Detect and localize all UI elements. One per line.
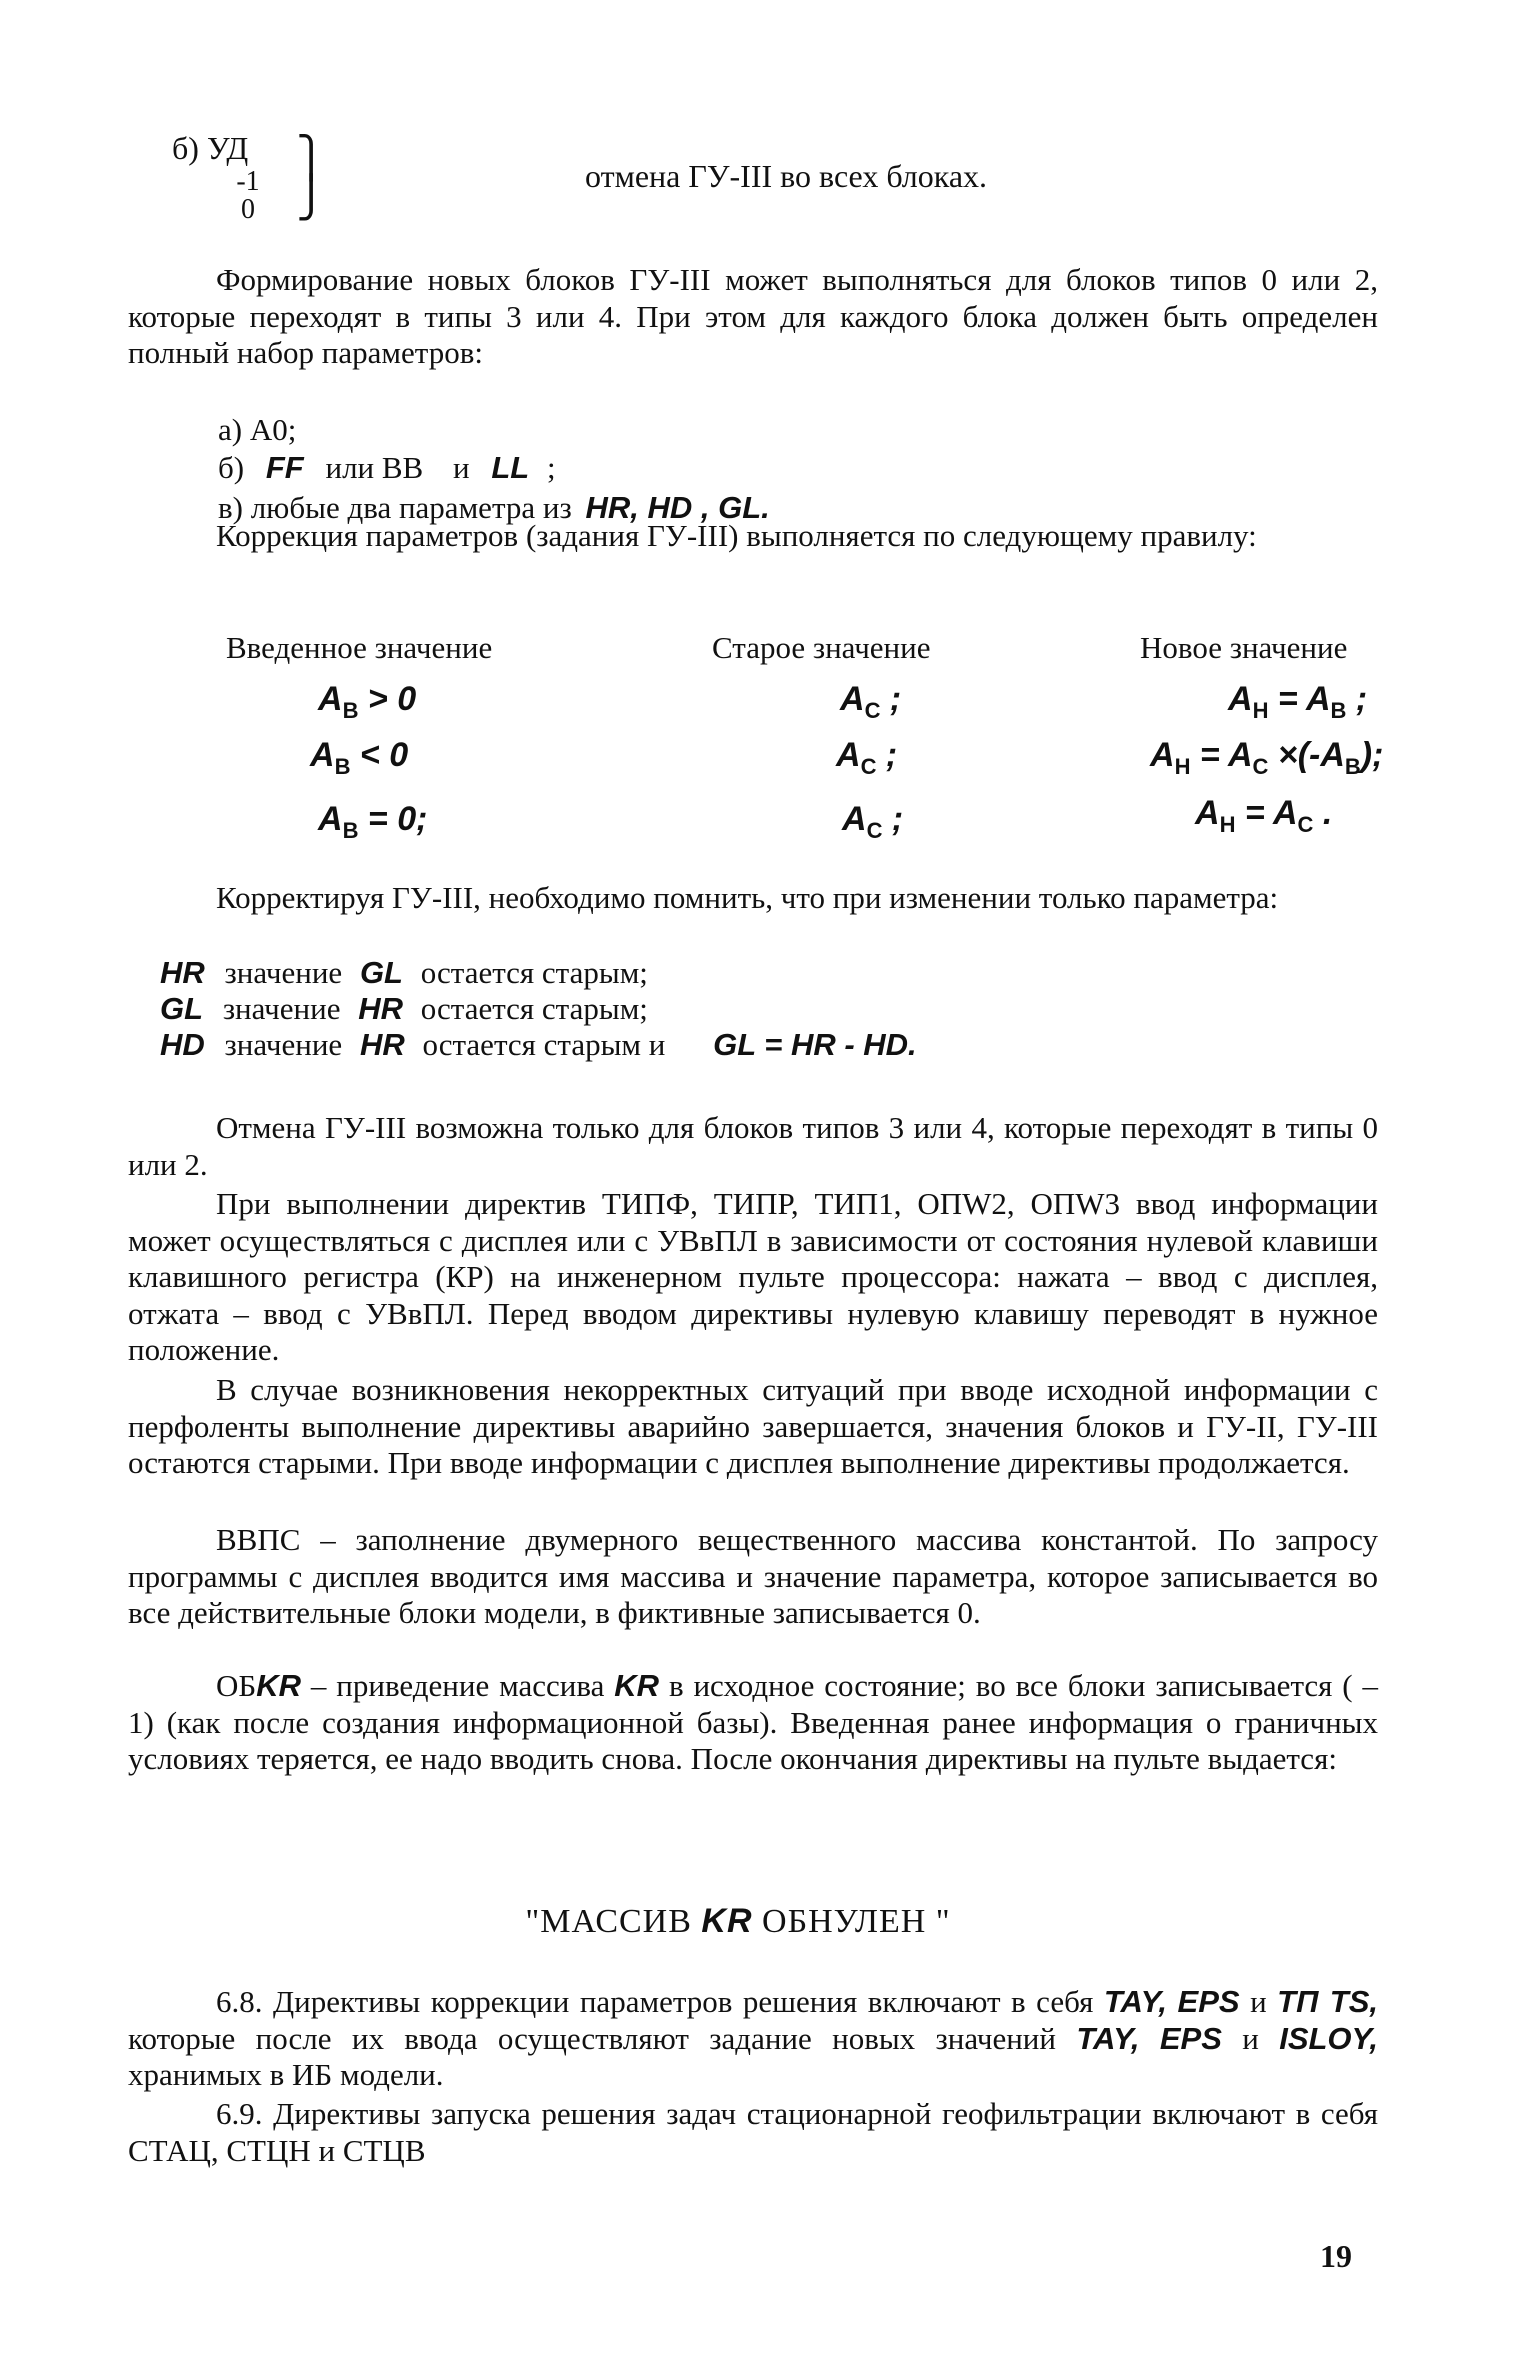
p68-t1: 6.8. Директивы коррекции параметров решения включают в себя	[216, 1984, 1104, 2019]
param-b-ll: LL	[491, 450, 530, 485]
header-label-b: б) УД	[172, 130, 249, 166]
p68-t4: и	[1221, 2020, 1280, 2056]
rule-param: GL	[160, 991, 204, 1026]
param-b-prefix: б)	[218, 450, 245, 485]
paragraph-6-9: 6.9. Директивы запуска решения задач стационарной геофильтрации включают в себя СТАЦ, СТЦН и СТЦВ	[128, 2096, 1378, 2168]
message-open: "МАССИВ	[525, 1903, 702, 1940]
rule-other: HR	[359, 1027, 405, 1062]
param-b-and: и	[453, 450, 470, 485]
rule-text1: значение	[224, 1027, 343, 1062]
rule-item	[160, 991, 1360, 1027]
table-row-1-new: $A_H = A_B$ ;	[1228, 680, 1368, 723]
rule-extra: GL = HR - HD.	[713, 1027, 917, 1062]
table-header-input: Введенное значение	[226, 630, 493, 665]
header-subscript	[236, 168, 260, 224]
p68-tay: TAY,	[1103, 1984, 1168, 2019]
message-close: ОБНУЛЕН "	[752, 1903, 951, 1940]
p68-eps: EPS	[1177, 1984, 1240, 2019]
header-brace: ⎫ ⎭	[296, 135, 326, 221]
rule-param: HD	[160, 1027, 205, 1062]
rule-param: HR	[160, 955, 205, 990]
header-cancel-text: отмена ГУ-III во всех блоках.	[585, 158, 988, 194]
paragraph-vvps: ВВПС – заполнение двумерного вещественного массива константой. По запросу программы с дисплея вводится имя массива и значение параметра, которое записывается во все действительные блоки модели, в фиктивные записывается 0.	[128, 1522, 1378, 1630]
rule-other: HR	[358, 991, 403, 1026]
paragraph-6-8	[128, 1984, 1378, 2094]
page-number: 19	[1320, 2238, 1352, 2274]
p68-eps2: EPS	[1159, 2020, 1222, 2056]
obkr-lead: ОБ	[216, 1668, 257, 1703]
table-row-3-input: $A_B = 0$;	[318, 800, 428, 843]
obkr-kr: KR	[614, 1668, 660, 1703]
table-row-2-input: $A_B < 0$	[310, 736, 409, 779]
table-row-1-old: $A_C$ ;	[840, 680, 902, 723]
table-row-2-old: $A_C$ ;	[836, 736, 898, 779]
param-b-mid: или BB	[325, 450, 424, 485]
rule-list	[160, 955, 1360, 1063]
message-kr: KR	[701, 1902, 753, 1940]
obkr-text1: – приведение массива	[300, 1668, 615, 1703]
obkr-text2: в исходное состояние; во все блоки записывается ( – 1) (как после создания информационной базы). Введенная ранее информация о граничных условиях теряется, ее надо вводить снова. После окончания директивы на пульте выдается:	[128, 1668, 1378, 1776]
param-c-prefix: в) любые два параметра из	[218, 490, 572, 525]
param-c-params: HR, HD , GL.	[585, 490, 770, 525]
table-header-old: Старое значение	[712, 630, 931, 665]
rule-item	[160, 955, 1360, 991]
message-zeroed	[0, 1902, 1506, 1941]
obkr-lead-kr: KR	[256, 1668, 301, 1703]
param-item-a: а) A0;	[218, 412, 297, 447]
paragraph-directives: При выполнении директив ТИПФ, ТИПР, ТИП1, ОПW2, ОПW3 ввод информации может осуществляться с дисплея или с УВвПЛ в зависимости от состояния нулевой клавиши клавишного регистра (КР) на инженерном пульте процессора: нажата – ввод с дисплея, отжата – ввод с УВвПЛ. Перед вводом директивы нулевую клавишу переводят в нужное положение.	[128, 1186, 1378, 1367]
rule-item	[160, 1027, 1360, 1063]
p68-tay2: TAY,	[1076, 2020, 1140, 2056]
table-row-1-input: $A_B > 0$	[318, 680, 417, 723]
paragraph-cancel: Отмена ГУ-III возможна только для блоков типов 3 или 4, которые переходят в типы 0 или 2.	[128, 1110, 1378, 1182]
param-list	[218, 412, 1368, 530]
p68-t2: и	[1239, 1984, 1278, 2019]
table-row-3-old: $A_C$ ;	[842, 800, 904, 843]
paragraph-obkr	[128, 1668, 1378, 1778]
rule-text2: остается старым;	[420, 955, 648, 990]
paragraph-correction: Коррекция параметров (задания ГУ-III) выполняется по следующему правилу:	[216, 518, 1257, 553]
rule-text1: значение	[222, 991, 341, 1026]
p68-tp: ТП TS,	[1277, 1984, 1378, 2019]
param-b-end: ;	[546, 450, 556, 485]
param-item-b	[218, 450, 1368, 490]
table-header-new: Новое значение	[1140, 630, 1348, 665]
header-label	[172, 130, 248, 167]
p68-isloy: ISLOY,	[1279, 2020, 1378, 2056]
param-b-ff: FF	[265, 450, 304, 485]
rule-text2: остается старым и	[422, 1027, 666, 1062]
header-sub-bottom: 0	[241, 194, 255, 225]
paragraph-errors: В случае возникновения некорректных ситуаций при вводе исходной информации с перфоленты выполнение директивы аварийно завершается, значения блоков и ГУ-II, ГУ-III остаются старыми. При вводе информации с дисплея выполнение директивы продолжается.	[128, 1372, 1378, 1480]
paragraph-formation: Формирование новых блоков ГУ-III может выполняться для блоков типов 0 или 2, которые переходят в типы 3 или 4. При этом для каждого блока должен быть определен полный набор параметров:	[128, 262, 1378, 370]
paragraph-correcting: Корректируя ГУ-III, необходимо помнить, что при изменении только параметра:	[216, 880, 1279, 915]
rule-text1: значение	[224, 955, 343, 990]
rule-other: GL	[359, 955, 403, 990]
p68-t3: которые после их ввода осуществляют задание новых значений	[128, 2020, 1077, 2056]
header-sub-top: -1	[236, 166, 260, 197]
rule-text2: остается старым;	[420, 991, 648, 1026]
p68-t5: хранимых в ИБ модели.	[128, 2057, 444, 2092]
table-row-2-new: $A_H = A_C \times(-A_B)$;	[1150, 736, 1384, 779]
table-row-3-new: $A_H = A_C$ .	[1195, 794, 1333, 837]
